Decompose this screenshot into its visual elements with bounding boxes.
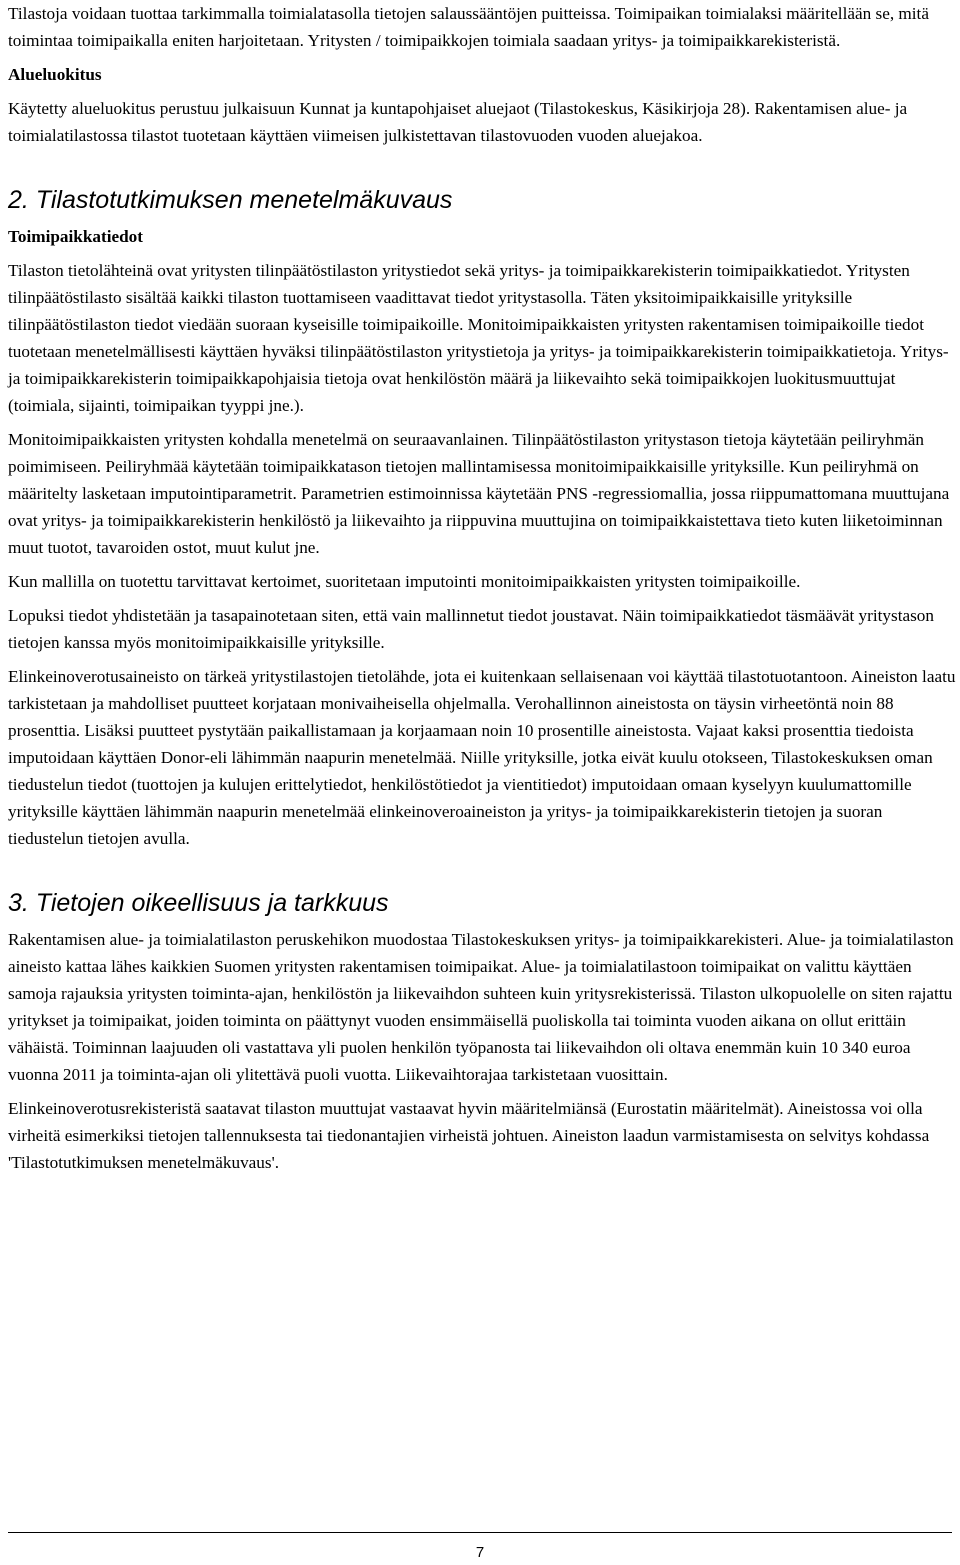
section-2-paragraph-2: Monitoimipaikkaisten yritysten kohdalla menetelmä on seuraavanlainen. Tilinpäätöstilaston yritystason tietoja käytetään peiliryhmän poimimiseen. Peiliryhmää käytetään toimipaikkatason tietojen mallintamisessa monitoimipaikkaisille yrityksille. Kun peiliryhmä on määritelty lasketaan imputointiparametrit. Parametrien estimoinnissa käytetään PNS -regressiomallia, jossa riippumattomana muuttujana ovat yritys- ja toimipaikkarekisterin henkilöstö ja liikevaihto ja riippuvina muuttujina on toimipaikkaistettava tieto kuten liiketoiminnan muut tuotot, tavaroiden ostot, muut kulut jne. xyxy=(8,430,950,557)
section-2-paragraph-1: Tilaston tietolähteinä ovat yritysten tilinpäätöstilaston yritystiedot sekä yritys- ja toimipaikkarekisterin toimipaikkatiedot. Yritysten tilinpäätöstilasto sisältää kaikki tilaston tuottamiseen vaadittavat tiedot yritystasolla. Täten yksitoimipaikkaisille yrityksille tilinpäätöstilaston tiedot viedään suoraan kyseisille toimipaikoille. Monitoimipaikkaisten yritysten rakentamisen toimipaikoille tiedot tuotetaan menetelmällisesti käyttäen hyväksi tilinpäätöstilaston yritystietoja ja yritys- ja toimipaikkarekisterin toimipaikkatietoja. Yritys- ja toimipaikkarekisterin toimipaikkapohjaisia tietoja ovat henkilöstön määrä ja liikevaihto sekä toimipaikkojen luokitusmuuttujat (toimiala, sijainti, toimipaikan tyyppi jne.). xyxy=(8,261,949,415)
alueluokitus-paragraph: Käytetty alueluokitus perustuu julkaisuun Kunnat ja kuntapohjaiset aluejaot (Tilastokeskus, Käsikirjoja 28). Rakentamisen alue- ja toimialatilastossa tilastot tuotetaan käyttäen viimeisen julkistettavan tilastovuoden vuoden aluejakoa. xyxy=(8,99,908,145)
alueluokitus-heading: Alueluokitus xyxy=(8,65,102,84)
document-page xyxy=(8,0,956,1183)
intro-paragraph: Tilastoja voidaan tuottaa tarkimmalla toimialatasolla tietojen salaussääntöjen puitteissa. Toimipaikan toimialaksi määritellään se, mitä toimintaa toimipaikalla eniten harjoitetaan. Yritysten / toimipaikkojen toimiala saadaan yritys- ja toimipaikkarekisteristä. xyxy=(8,4,929,50)
section-3-paragraph-1: Rakentamisen alue- ja toimialatilaston peruskehikon muodostaa Tilastokeskuksen yritys- ja toimipaikkarekisteri. Alue- ja toimialatilaston aineisto kattaa lähes kaikkien Suomen yritysten rakentamisen toimipaikat. Alue- ja toimialatilastoon toimipaikat on valittu käyttäen samoja rajauksia yritysten toiminta-ajan, henkilöstön ja liikevaihdon suhteen kuin yritysrekisterissä. Tilaston ulkopuolelle on siten rajattu yritykset ja toimipaikat, joiden toiminta on päättynyt vuoden ensimmäisellä puoliskolla tai toiminta vuoden aikana on ollut erittäin vähäistä. Toiminnan laajuuden oli vastattava yli puolen henkilön työpanosta tai liikevaihdon oli oltava enemmän kuin 10 340 euroa vuonna 2011 ja toiminta-ajan oli ylitettävä puoli vuotta. Liikevaihtorajaa tarkistetaan vuosittain. xyxy=(8,930,954,1084)
footer-divider xyxy=(8,1532,952,1533)
section-2-paragraph-5: Elinkeinoverotusaineisto on tärkeä yritystilastojen tietolähde, jota ei kuitenkaan sellaisenaan voi käyttää tilastotuotantoon. Aineiston laatu tarkistetaan ja mahdolliset puutteet korjataan monivaiheisella ohjelmalla. Verohallinnon aineistosta on täysin virheetöntä noin 88 prosenttia. Lisäksi puutteet pystytään paikallistamaan ja korjaamaan noin 10 prosentille aineistosta. Vajaat kaksi prosenttia tiedoista imputoidaan käyttäen Donor-eli lähimmän naapurin menetelmää. Niille yrityksille, jotka eivät kuulu otokseen, Tilastokeskuksen oman tiedustelun tiedot (tuottojen ja kulujen erittelytiedot, henkilöstötiedot ja vientitiedot) imputoidaan omaan kyselyyn kuulumattomille yrityksille käyttäen lähimmän naapurin menetelmää elinkeinoveroaineiston ja yritys- ja toimipaikkarekisterin tietojen ja suoran tiedustelun tietojen avulla. xyxy=(8,667,956,848)
section-3-title: 3. Tietojen oikeellisuus ja tarkkuus xyxy=(8,889,389,917)
section-3-paragraph-2: Elinkeinoverotusrekisteristä saatavat tilaston muuttujat vastaavat hyvin määritelmiänsä (Eurostatin määritelmät). Aineistossa voi olla virheitä esimerkiksi tietojen tallennuksesta tai tiedonantajien virheistä johtuen. Aineiston laadun varmistamisesta on selvitys kohdassa 'Tilastotutkimuksen menetelmäkuvaus'. xyxy=(8,1099,930,1172)
page-number: 7 xyxy=(475,1544,485,1561)
toimipaikkatiedot-heading: Toimipaikkatiedot xyxy=(8,227,143,246)
section-2-title: 2. Tilastotutkimuksen menetelmäkuvaus xyxy=(8,186,453,214)
section-2-paragraph-4: Lopuksi tiedot yhdistetään ja tasapainotetaan siten, että vain mallinnetut tiedot joustavat. Näin toimipaikkatiedot täsmäävät yritystason tietojen kanssa myös monitoimipaikkaisille yrityksille. xyxy=(8,606,934,652)
section-2-paragraph-3: Kun mallilla on tuotettu tarvittavat kertoimet, suoritetaan imputointi monitoimipaikkaisten yritysten toimipaikoille. xyxy=(8,572,801,591)
